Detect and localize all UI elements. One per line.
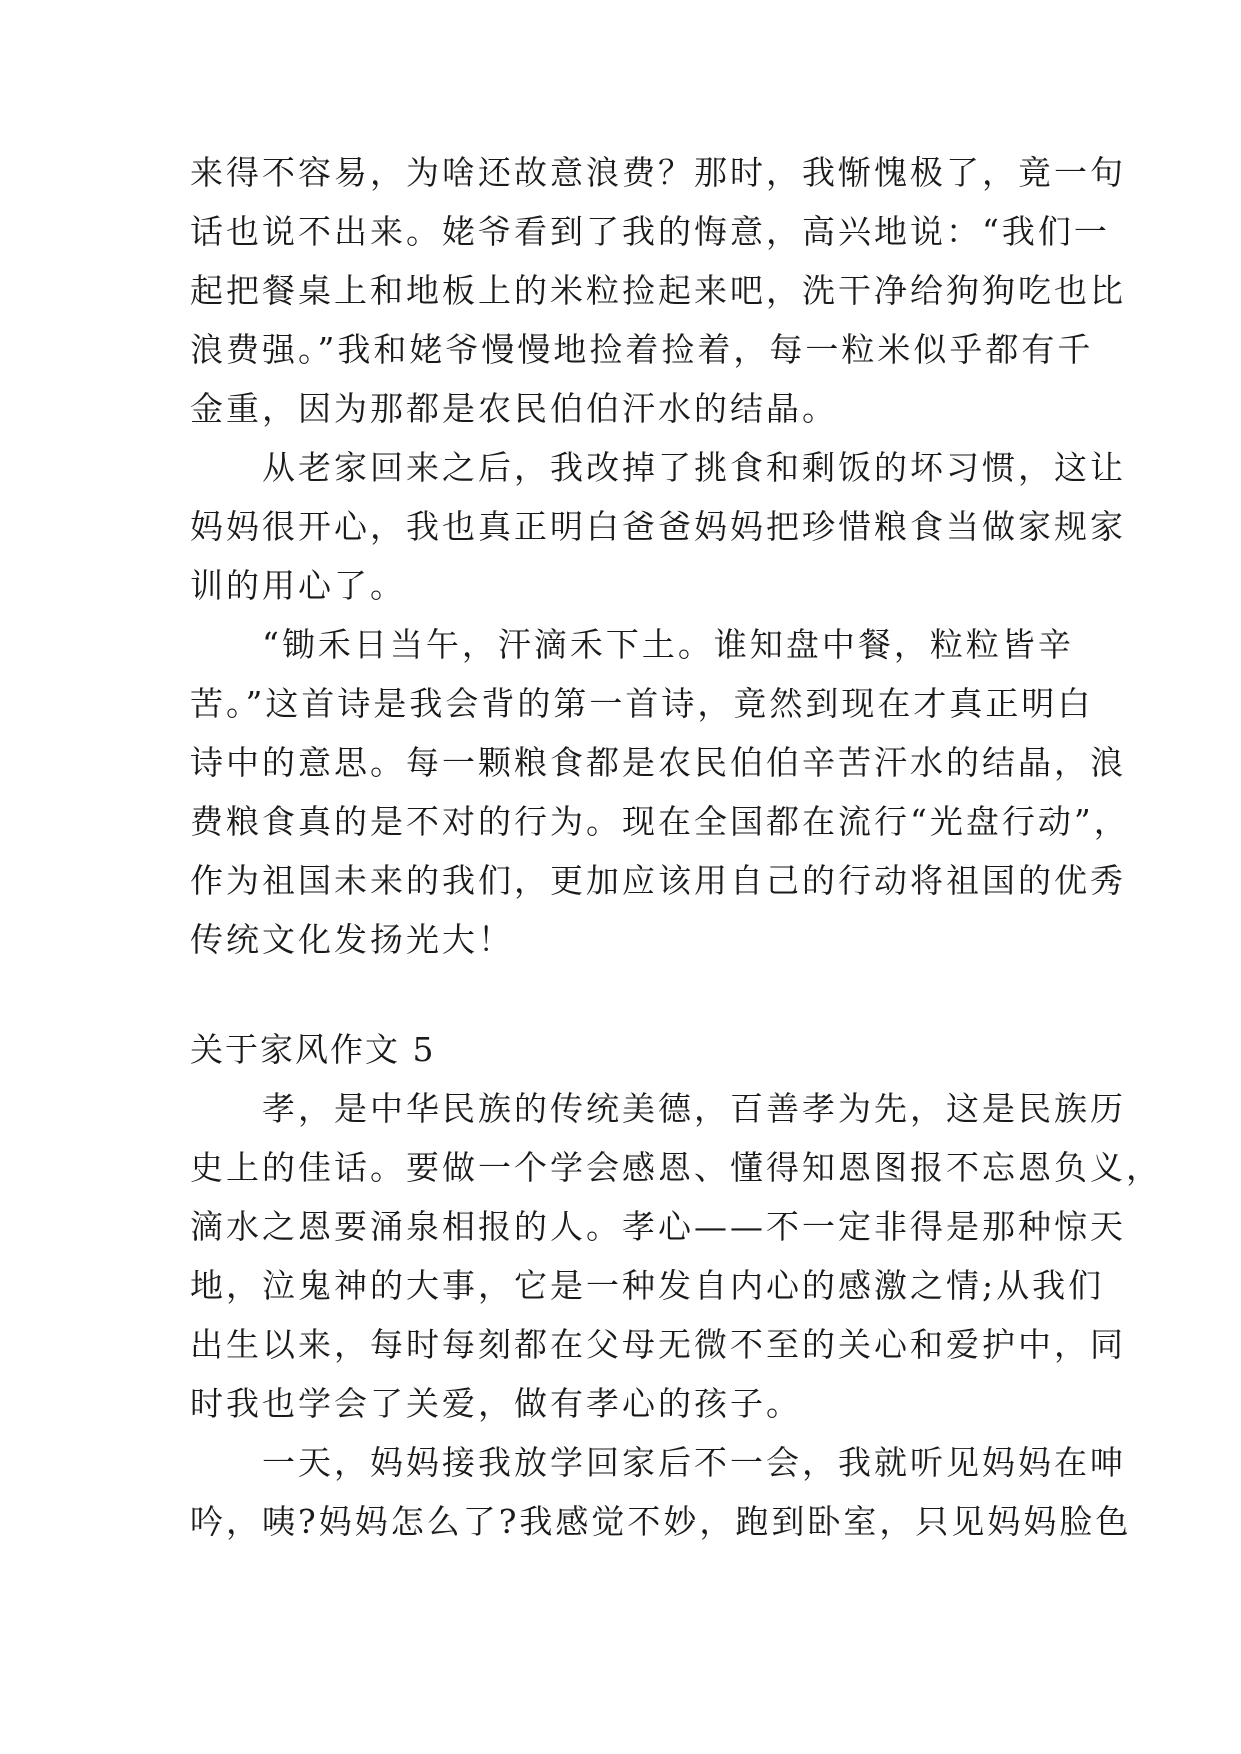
text-line: 从老家回来之后，我改掉了挑食和剩饭的坏习惯，这让: [190, 448, 1126, 487]
text-line: “锄禾日当午，汗滴禾下土。谁知盘中餐，粒粒皆辛: [190, 625, 1074, 664]
text-line: 地，泣鬼神的大事，它是一种发自内心的感激之情;从我们: [190, 1266, 1105, 1305]
text-line: 诗中的意思。每一颗粮食都是农民伯伯辛苦汗水的结晶，浪: [190, 743, 1126, 782]
text-line: 妈妈很开心，我也真正明白爸爸妈妈把珍惜粮食当做家规家: [190, 507, 1126, 546]
paragraph-1: [190, 143, 1126, 438]
text-line: 苦。”这首诗是我会背的第一首诗，竟然到现在才真正明白: [190, 684, 1094, 723]
essay-5: [190, 1020, 1162, 1551]
text-line: 孝，是中华民族的传统美德，百善孝为先，这是民族历: [190, 1089, 1126, 1128]
text-line: 吟，咦?妈妈怎么了?我感觉不妙，跑到卧室，只见妈妈脸色: [190, 1502, 1132, 1541]
text-line: 起把餐桌上和地板上的米粒捡起来吧，洗干净给狗狗吃也比: [190, 271, 1126, 310]
text-line: 传统文化发扬光大！: [190, 920, 514, 959]
text-line: 话也说不出来。姥爷看到了我的悔意，高兴地说：“我们一: [190, 212, 1110, 251]
paragraph-4: [190, 1079, 1162, 1433]
paragraph-5: [190, 1433, 1132, 1551]
text-line: 金重，因为那都是农民伯伯汗水的结晶。: [190, 389, 838, 428]
text-line: 史上的佳话。要做一个学会感恩、懂得知恩图报不忘恩负义，: [190, 1148, 1162, 1187]
essay-continuation: [190, 143, 1130, 969]
text-line: 一天，妈妈接我放学回家后不一会，我就听见妈妈在呻: [190, 1443, 1126, 1482]
paragraph-3: [190, 615, 1130, 969]
text-line: 滴水之恩要涌泉相报的人。孝心——不一定非得是那种惊天: [190, 1207, 1126, 1246]
essay-heading: 关于家风作文 5: [190, 1030, 436, 1069]
text-line: 浪费强。”我和姥爷慢慢地捡着捡着，每一粒米似乎都有千: [190, 330, 1094, 369]
text-line: 来得不容易，为啥还故意浪费？那时，我惭愧极了，竟一句: [190, 153, 1126, 192]
text-line: 作为祖国未来的我们，更加应该用自己的行动将祖国的优秀: [190, 861, 1126, 900]
text-line: 训的用心了。: [190, 566, 406, 605]
text-line: 费粮食真的是不对的行为。现在全国都在流行“光盘行动”，: [190, 802, 1130, 841]
paragraph-2: [190, 438, 1126, 615]
text-line: 出生以来，每时每刻都在父母无微不至的关心和爱护中，同: [190, 1325, 1126, 1364]
text-line: 时我也学会了关爱，做有孝心的孩子。: [190, 1384, 802, 1423]
